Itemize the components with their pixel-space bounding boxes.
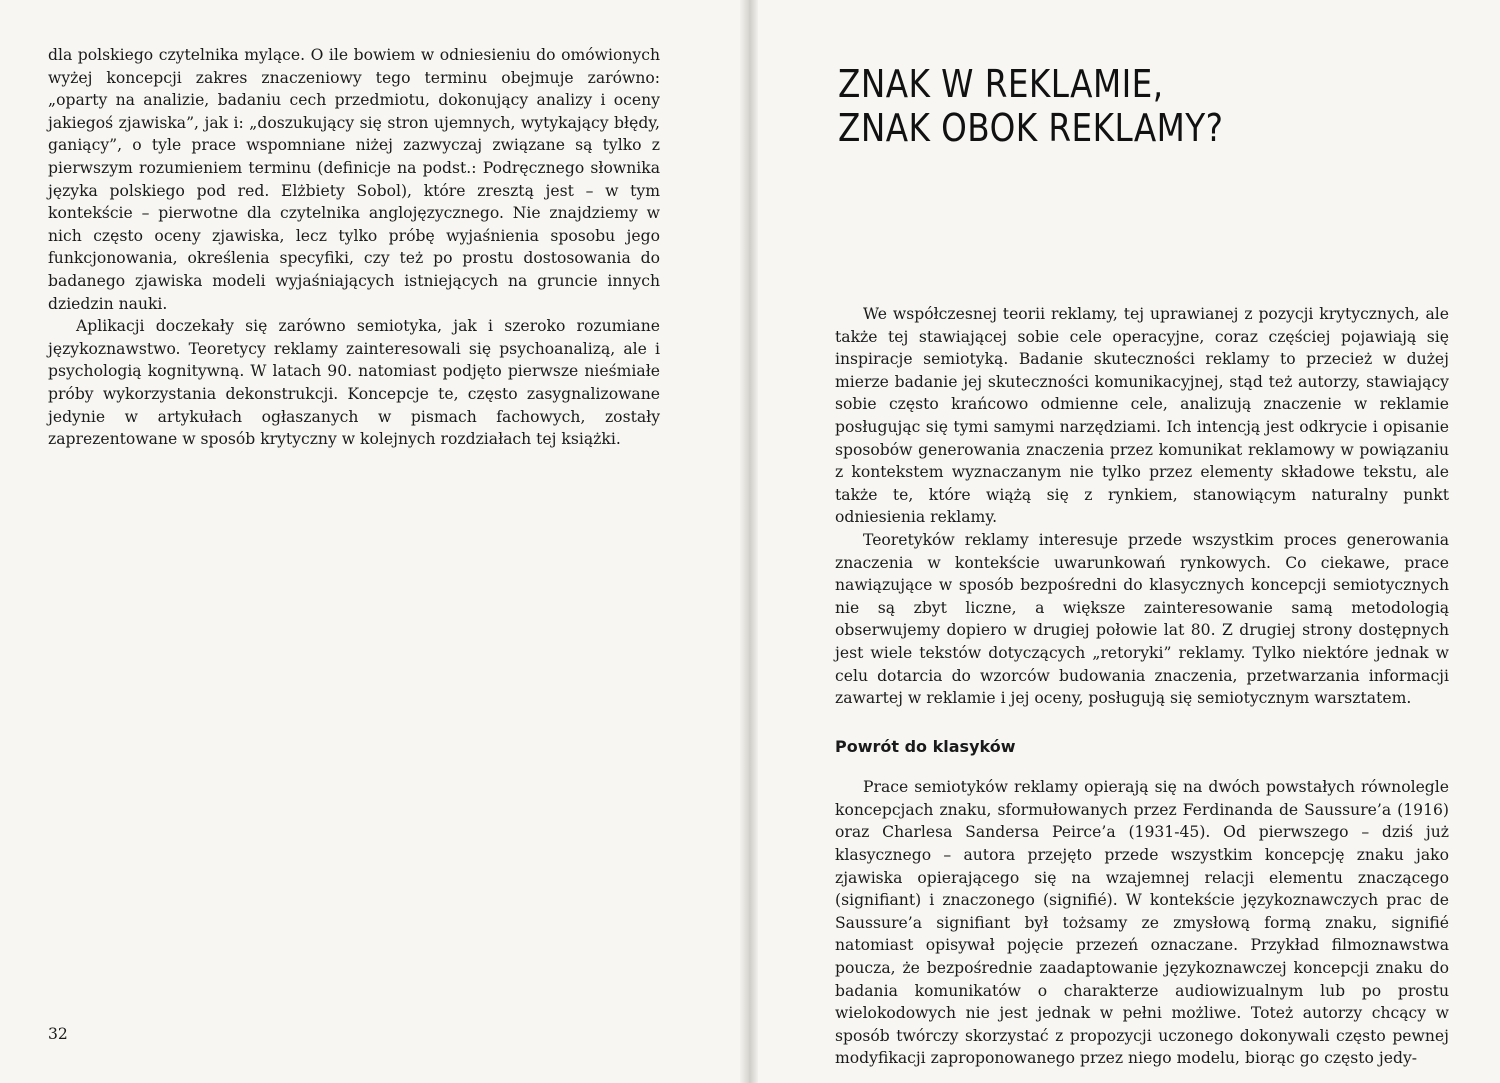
chapter-title (838, 62, 1371, 150)
left-page-text (48, 44, 660, 451)
right-page-text (835, 303, 1449, 1070)
section-heading: Powrót do klasyków (835, 736, 1016, 756)
book-gutter (740, 0, 758, 1083)
page-number-left: 32 (48, 1025, 68, 1043)
left-paragraph-2: Aplikacji doczekały się zarówno semiotyka, jak i szeroko rozumiane językoznawstwo. Teoretycy reklamy zainteresowali się psychoanalizą, ale i psychologią kognitywną. W latach 90. natomiast podjęto pierwsze nieśmiałe próby wykorzystania dekonstrukcji. Koncepcje te, często zasygnalizowane jedynie w artykułach ogłaszanych w pismach fachowych, zostały zaprezentowane w sposób krytyczny w kolejnych rozdziałach tej książki. (48, 317, 660, 449)
right-paragraph-1: We współczesnej teorii reklamy, tej uprawianej z pozycji krytycznych, ale także tej stawiającej sobie cele operacyjne, coraz częściej pojawiają się inspiracje semiotyką. Badanie skuteczności reklamy to przecież w dużej mierze badanie jej skuteczności komunikacyjnej, stąd też autorzy, stawiający sobie często krańcowo odmienne cele, analizują znaczenie w reklamie posługując się tymi samymi narzędziami. Ich intencją jest odkrycie i opisanie sposobów generowania znaczenia przez komunikat reklamowy w powiązaniu z kontekstem wyznaczanym nie tylko przez elementy składowe tekstu, ale także te, które wiążą się z rynkiem, stanowiącym naturalny punkt odniesienia reklamy. (835, 305, 1449, 527)
chapter-title-line-2: ZNAK OBOK REKLAMY? (838, 106, 1224, 150)
left-paragraph-1: dla polskiego czytelnika mylące. O ile bowiem w odniesieniu do omówionych wyżej koncepcji zakres znaczeniowy tego terminu obejmuje zarówno: „oparty na analizie, badaniu cech przedmiotu, dokonujący analizy i oceny jakiegoś zjawiska”, jak i: „doszukujący się stron ujemnych, wytykający błędy, ganiący”, o tyle prace wspomniane niżej zazwyczaj związane są tylko z pierwszym rozumieniem terminu (definicje na podst.: Podręcznego słownika języka polskiego pod red. Elżbiety Sobol), które zresztą jest – w tym kontekście – pierwotne dla czytelnika anglojęzycznego. Nie znajdziemy w nich często oceny zjawiska, lecz tylko próbę wyjaśnienia sposobu jego funkcjonowania, określenia specyfiki, czy też po prostu dostosowania do badanego zjawiska modeli wyjaśniających istniejących na gruncie innych dziedzin nauki. (48, 46, 660, 313)
section-paragraph-1: Prace semiotyków reklamy opierają się na dwóch powstałych równolegle koncepcjach znaku, sformułowanych przez Ferdinanda de Saussure’a (1916) oraz Charlesa Sandersa Peirce’a (1931-45). Od pierwszego – dziś już klasycznego – autora przejęto przede wszystkim koncepcję znaku jako zjawiska opierającego się na wzajemnej relacji elementu znaczącego (signifiant) i znaczonego (signifié). W kontekście językoznawczych prac de Saussure’a signifiant był tożsamy ze zmysłową formą znaku, signifié natomiast opisywał pojęcie przezeń oznaczane. Przykład filmoznawstwa poucza, że bezpośrednie zaadaptowanie językoznawczej koncepcji znaku do badania komunikatów o charakterze audiowizualnym lub po prostu wielokodowych nie jest jednak w pełni możliwe. Toteż autorzy chcący w sposób twórczy skorzystać z propozycji uczonego dokonywali często pewnej modyfikacji zaproponowanego przez niego modelu, biorąc go często jedy- (835, 778, 1449, 1068)
right-paragraph-2: Teoretyków reklamy interesuje przede wszystkim proces generowania znaczenia w kontekście uwarunkowań rynkowych. Co ciekawe, prace nawiązujące w sposób bezpośredni do klasycznych koncepcji semiotycznych nie są zbyt liczne, a większe zainteresowanie samą metodologią obserwujemy dopiero w drugiej połowie lat 80. Z drugiej strony dostępnych jest wiele tekstów dotyczących „retoryki” reklamy. Tylko niektóre jednak w celu dotarcia do wzorców budowania znaczenia, przetwarzania informacji zawartej w reklamie i jej oceny, posługują się semiotycznym warsztatem. (835, 530, 1449, 708)
chapter-title-line-1: ZNAK W REKLAMIE, (838, 62, 1164, 106)
